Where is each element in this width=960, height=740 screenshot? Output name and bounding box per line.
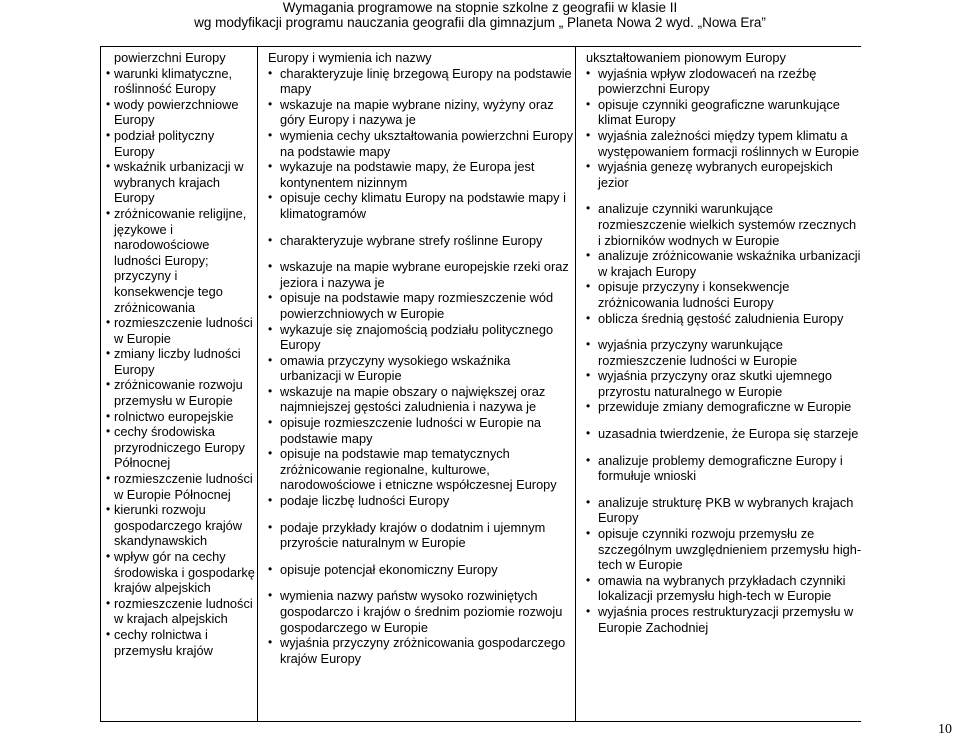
list-item-text: wykazuje na podstawie mapy, że Europa jest kontynentem nizinnym <box>280 159 535 190</box>
bullet-icon: • <box>586 572 591 587</box>
list-item-text: wskazuje na mapie wybrane europejskie rzeki oraz jeziora i nazywa je <box>280 259 569 290</box>
list-item <box>586 201 862 248</box>
list-item <box>586 279 862 310</box>
bullet-icon: • <box>106 205 111 220</box>
list-item <box>586 159 862 190</box>
bullet-icon: • <box>106 377 111 392</box>
list-item-text: ukształtowaniem pionowym Europy <box>586 50 786 65</box>
list-item <box>268 635 575 666</box>
list-item <box>106 346 257 377</box>
list-item <box>106 596 257 627</box>
list-item-text: zróżnicowanie religijne, językowe i narodowościowe ludności Europy; przyczyny i konsekwencje tego zróżnicowania <box>114 205 247 315</box>
list-item <box>106 424 257 471</box>
bullet-icon: • <box>268 96 273 111</box>
list-item-text: wyjaśnia przyczyny warunkujące rozmieszczenie ludności w Europie <box>598 337 798 368</box>
bullet-icon: • <box>586 426 591 441</box>
list-item <box>586 337 862 368</box>
requirements-table <box>100 46 861 722</box>
list-item <box>106 159 257 206</box>
list-item-text: zróżnicowanie rozwoju przemysłu w Europie <box>114 377 243 409</box>
list-item <box>268 446 575 493</box>
list-item-text: wskazuje na mapie obszary o największej oraz najmniejszej gęstości zaludnienia i nazywa je <box>280 383 546 415</box>
bullet-icon: • <box>586 279 591 294</box>
list-item-text: wymienia cechy ukształtowania powierzchni Europy na podstawie mapy <box>280 127 574 159</box>
list-item-text: analizuje problemy demograficzne Europy i formułuje wnioski <box>598 452 843 484</box>
column-advanced-requirements <box>575 47 862 721</box>
list-item <box>106 128 257 159</box>
column-basic-requirements <box>257 47 575 721</box>
bullet-icon: • <box>268 259 273 274</box>
bullet-icon: • <box>586 310 591 325</box>
bullet-icon: • <box>268 519 273 534</box>
bullet-icon: • <box>268 635 273 650</box>
list-item <box>268 322 575 353</box>
list-item <box>106 315 257 346</box>
list-item <box>268 190 575 221</box>
list-item <box>586 128 862 159</box>
list-item <box>586 453 862 484</box>
bullet-icon: • <box>268 446 273 461</box>
bullet-icon: • <box>106 595 111 610</box>
bullet-icon: • <box>268 232 273 247</box>
list-item-text: uzasadnia twierdzenie, że Europa się starzeje <box>598 426 859 442</box>
bullet-icon: • <box>586 65 591 80</box>
list-item-text: analizuje zróżnicowanie wskaźnika urbanizacji w krajach Europy <box>598 248 861 279</box>
bullet-icon: • <box>586 96 591 111</box>
list-item-text: kierunki rozwoju gospodarczego krajów skandynawskich <box>114 502 243 549</box>
list-item <box>106 409 257 425</box>
list-item-text: wpływ gór na cechy środowiska i gospodarkę krajów alpejskich <box>114 549 255 596</box>
bullet-icon: • <box>106 471 111 486</box>
bullet-icon: • <box>586 248 591 263</box>
bullet-icon: • <box>106 502 111 517</box>
bullet-icon: • <box>586 494 591 509</box>
list-item <box>268 588 575 635</box>
bullet-icon: • <box>268 65 273 80</box>
list-item <box>268 50 575 66</box>
bullet-icon: • <box>106 626 111 641</box>
bullet-icon: • <box>586 201 591 216</box>
bullet-icon: • <box>106 315 111 330</box>
list-item <box>586 526 862 573</box>
list-item-text: wyjaśnia wpływ zlodowaceń na rzeźbę powierzchni Europy <box>598 65 817 97</box>
bullet-icon: • <box>586 526 591 541</box>
list-item-text: rozmieszczenie ludności w krajach alpejskich <box>114 595 253 627</box>
list-item <box>586 311 862 327</box>
bullet-icon: • <box>586 337 591 352</box>
bullet-icon: • <box>268 352 273 367</box>
bullet-icon: • <box>268 127 273 142</box>
bullet-icon: • <box>268 415 273 430</box>
list-item <box>586 66 862 97</box>
bullet-icon: • <box>268 290 273 305</box>
list-item-text: opisuje przyczyny i konsekwencje zróżnicowania ludności Europy <box>598 279 790 310</box>
bullet-icon: • <box>106 96 111 111</box>
list-item-text: opisuje czynniki rozwoju przemysłu ze szczególnym uwzględnieniem przemysłu high-tech w Europie <box>598 526 862 573</box>
list-item-text: zmiany liczby ludności Europy <box>114 346 241 377</box>
list-item-text: Europy i wymienia ich nazwy <box>268 50 432 65</box>
bullet-icon: • <box>586 399 591 414</box>
bullet-icon: • <box>106 159 111 174</box>
list-item <box>586 50 862 66</box>
column-topics <box>101 47 257 721</box>
list-item-text: powierzchni Europy <box>114 50 226 65</box>
list-item-text: wskazuje na mapie wybrane niziny, wyżyny oraz góry Europy i nazywa je <box>280 96 554 128</box>
list-item-text: opisuje potencjał ekonomiczny Europy <box>280 561 498 577</box>
bullet-icon: • <box>106 65 111 80</box>
list-item <box>268 415 575 446</box>
list-item-text: analizuje czynniki warunkujące rozmieszczenie wielkich systemów rzecznych i zbiorników wodnych w Europie <box>598 201 857 248</box>
bullet-icon: • <box>586 159 591 174</box>
list-item-text: opisuje czynniki geograficzne warunkujące klimat Europy <box>598 96 840 128</box>
header-title: Wymagania programowe na stopnie szkolne z geografii w klasie II <box>282 0 678 15</box>
bullet-icon: • <box>268 588 273 603</box>
list-item <box>268 159 575 190</box>
bullet-icon: • <box>268 321 273 336</box>
header-subtitle: wg modyfikacji programu nauczania geografii dla gimnazjum „ Planeta Nowa 2 wyd. „Nowa Era” <box>194 15 766 30</box>
list-item-text: cechy środowiska przyrodniczego Europy Północnej <box>114 424 245 471</box>
list-item <box>106 471 257 502</box>
list-item-text: warunki klimatyczne, roślinność Europy <box>114 65 233 97</box>
list-item <box>586 604 862 635</box>
list-item <box>586 573 862 604</box>
list-item <box>106 206 257 315</box>
bullet-icon: • <box>106 346 111 361</box>
list-item <box>268 493 575 509</box>
list-item <box>268 259 575 290</box>
bullet-icon: • <box>268 190 273 205</box>
list-item <box>106 627 257 658</box>
bullet-icon: • <box>268 561 273 576</box>
bullet-icon: • <box>586 127 591 142</box>
list-item <box>586 248 862 279</box>
list-item <box>106 66 257 97</box>
list-item <box>106 502 257 549</box>
page-number: 10 <box>938 722 952 737</box>
bullet-icon: • <box>268 493 273 508</box>
list-item <box>268 66 575 97</box>
list-item <box>106 377 257 408</box>
list-item <box>106 50 257 66</box>
list-item <box>268 520 575 551</box>
list-item-text: podaje liczbę ludności Europy <box>280 493 450 509</box>
list-item-text: oblicza średnią gęstość zaludnienia Europy <box>598 310 844 326</box>
list-item-text: wyjaśnia przyczyny zróżnicowania gospodarczego krajów Europy <box>280 635 566 666</box>
list-item <box>106 549 257 596</box>
list-item-text: opisuje cechy klimatu Europy na podstawie mapy i klimatogramów <box>280 190 566 221</box>
list-item-text: charakteryzuje wybrane strefy roślinne Europy <box>280 232 543 248</box>
list-item-text: opisuje na podstawie mapy rozmieszczenie wód powierzchniowych w Europie <box>280 290 554 321</box>
list-item-text: wskaźnik urbanizacji w wybranych krajach Europy <box>114 159 244 206</box>
list-item-text: wody powierzchniowe Europy <box>114 96 239 128</box>
bullet-icon: • <box>268 383 273 398</box>
list-item <box>268 97 575 128</box>
list-item-text: opisuje na podstawie map tematycznych zróżnicowanie regionalne, kulturowe, narodowościowe i etniczne współczesnej Europy <box>280 446 557 493</box>
list-item-text: podział polityczny Europy <box>114 127 215 159</box>
list-item-text: wyjaśnia zależności między typem klimatu a występowaniem formacji roślinnych w Europie <box>598 127 860 159</box>
list-item <box>586 399 862 415</box>
list-item-text: omawia przyczyny wysokiego wskaźnika urbanizacji w Europie <box>280 352 511 384</box>
bullet-icon: • <box>106 549 111 563</box>
list-item-text: rozmieszczenie ludności w Europie <box>114 315 253 346</box>
list-item-text: przewiduje zmiany demograficzne w Europie <box>598 399 852 415</box>
list-item-text: wymienia nazwy państw wysoko rozwiniętych gospodarczo i krajów o średnim poziomie rozwoju gospodarczego w Europie <box>280 588 563 635</box>
list-item <box>268 290 575 321</box>
list-item-text: wyjaśnia proces restrukturyzacji przemysłu w Europie Zachodniej <box>598 604 854 635</box>
list-item <box>268 128 575 159</box>
bullet-icon: • <box>106 408 111 423</box>
list-item <box>268 384 575 415</box>
list-item <box>106 97 257 128</box>
list-item <box>268 562 575 578</box>
list-item-text: wykazuje się znajomością podziału politycznego Europy <box>280 321 554 353</box>
list-item-text: cechy rolnictwa i przemysłu krajów <box>114 626 213 658</box>
list-item <box>586 368 862 399</box>
list-item <box>586 97 862 128</box>
list-item-text: wyjaśnia genezę wybranych europejskich jezior <box>598 159 833 190</box>
bullet-icon: • <box>106 127 111 142</box>
bullet-icon: • <box>586 604 591 618</box>
list-item <box>586 495 862 526</box>
list-item-text: opisuje rozmieszczenie ludności w Europie na podstawie mapy <box>280 415 542 446</box>
list-item-text: analizuje strukturę PKB w wybranych krajach Europy <box>598 494 854 526</box>
list-item <box>268 353 575 384</box>
list-item-text: omawia na wybranych przykładach czynniki lokalizacji przemysłu high-tech w Europie <box>598 572 846 604</box>
list-item <box>268 233 575 249</box>
list-item-text: rozmieszczenie ludności w Europie Północnej <box>114 471 253 502</box>
bullet-icon: • <box>586 368 591 383</box>
list-item-text: podaje przykłady krajów o dodatnim i ujemnym przyroście naturalnym w Europie <box>280 519 546 551</box>
list-item-text: rolnictwo europejskie <box>114 408 234 424</box>
list-item <box>586 426 862 442</box>
bullet-icon: • <box>268 159 273 174</box>
bullet-icon: • <box>106 424 111 439</box>
list-item-text: charakteryzuje linię brzegową Europy na podstawie mapy <box>280 65 572 97</box>
list-item-text: wyjaśnia przyczyny oraz skutki ujemnego przyrostu naturalnego w Europie <box>598 368 832 399</box>
bullet-icon: • <box>586 452 591 467</box>
